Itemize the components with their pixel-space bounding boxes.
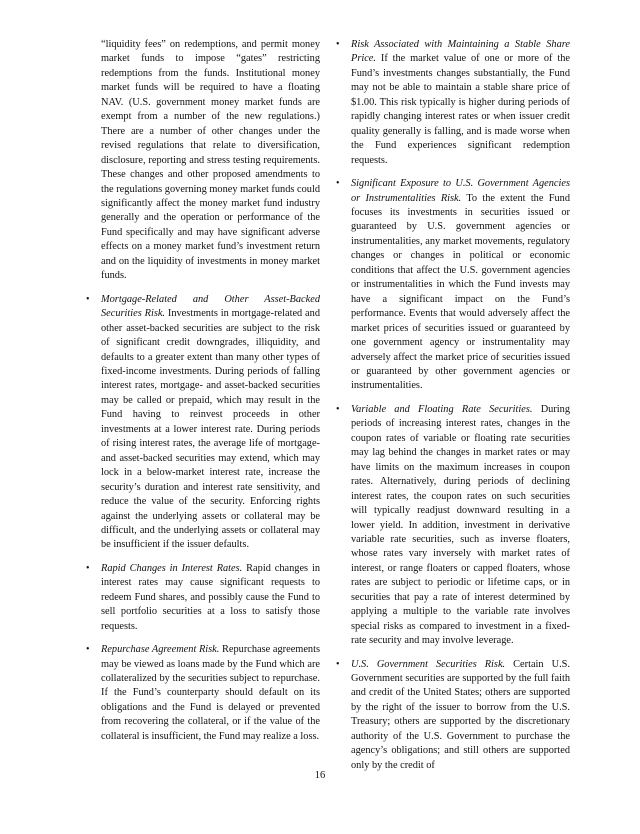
left-bullet-list xyxy=(84,293,320,745)
bullet-dot-icon: • xyxy=(86,293,90,305)
bullet-rapid-changes-interest-rates xyxy=(84,562,320,634)
bullet-mortgage-related-risk xyxy=(84,293,320,553)
left-column xyxy=(84,38,320,744)
bullet-dot-icon: • xyxy=(336,658,340,670)
bullet-text: If the market value of one or more of the Fund’s investments changes substantially, the Fund may not be able to maintain a stable share price of $1.00. This risk typically is higher during periods of rapidly changing interest rates or when issuer credit quality generally is falling, and is made worse when the Fund experiences significant redemption requests. xyxy=(351,53,570,166)
bullet-text: Certain U.S. Government securities are supported by the full faith and credit of the United States; others are supported by the right of the issuer to borrow from the U.S. Treasury; others are supported by the discretionary authority of the U.S. Government to purchase the agency’s obligations; and still others are supported only by the credit of xyxy=(351,658,570,771)
bullet-title: Rapid Changes in Interest Rates. xyxy=(101,562,243,574)
bullet-title: Significant Exposure to U.S. Government Agencies or Instrumentalities Risk. xyxy=(351,178,570,204)
continuation-paragraph: “liquidity fees” on redemptions, and permit money market funds to impose “gates” restricting redemptions from the funds. Institutional money market funds will be required to have a floating NAV. (U.S. government money market funds are exempt from a number of the new regulations.) There are a number of other changes under the revised regulations that relate to diversification, disclosure, reporting and stress testing requirements. These changes and other proposed amendments to the regulations governing money market funds could significantly affect the money market fund industry generally and the operation or performance of the Fund specifically and may have significant adverse effects on a money market fund’s investment return and on the liquidity of investments in money market funds. xyxy=(101,39,320,282)
bullet-dot-icon: • xyxy=(336,39,340,50)
bullet-text: To the extent the Fund focuses its investments in securities issued or guaranteed by U.S. government agencies or instrumentalities, any market movements, regulatory changes or changes in political or economic conditions that affect the U.S. government agencies or instrumentalities in which the Fund invests may have a significant impact on the Fund’s performance. Events that would adversely affect the market prices of securities issued or guaranteed by one government agency or instrumentality may adversely affect the market price of securities issued or guaranteed by other government agencies or instrumentalities. xyxy=(351,192,570,392)
bullet-title: Repurchase Agreement Risk. xyxy=(101,644,220,656)
bullet-dot-icon: • xyxy=(336,178,340,190)
bullet-us-government-securities-risk xyxy=(334,658,570,774)
bullet-title: Variable and Floating Rate Securities. xyxy=(351,403,533,415)
bullet-dot-icon: • xyxy=(86,644,90,656)
bullet-variable-floating-rate-securities xyxy=(334,403,570,649)
bullet-text: During periods of increasing interest rates, changes in the coupon rates of variable or floating rate securities may lag behind the changes in market rates or may have limits on the maximum increases in coupon rates. Alternatively, during periods of declining interest rates, the coupon rates on such securities will typically readjust downward resulting in a lower yield. In addition, investment in derivative variable rate securities, such as inverse floaters, whose rates vary inversely with market rates of interest, or range floaters or capped floaters, whose rates are subject to periodic or lifetime caps, or in securities that pay a rate of interest determined by applying a multiple to the variable rate involves special risks as compared to investment in a fixed-rate security and may involve leverage. xyxy=(351,403,570,647)
right-bullet-list xyxy=(334,38,570,773)
page-number: 16 xyxy=(314,770,326,781)
bullet-title: Mortgage-Related and Other Asset-Backed Securities Risk. xyxy=(101,293,320,320)
bullet-title: U.S. Government Securities Risk. xyxy=(351,658,506,670)
bullet-repurchase-agreement-risk xyxy=(84,643,320,744)
bullet-text: Rapid changes in interest rates may cause significant requests to redeem Fund shares, and possibly cause the Fund to sell portfolio securities at a loss to satisfy those requests. xyxy=(101,562,320,632)
bullet-title: Risk Associated with Maintaining a Stable Share Price. xyxy=(351,39,570,65)
right-column xyxy=(334,38,570,773)
bullet-government-agencies-exposure-risk xyxy=(334,177,570,394)
bullet-text: Investments in mortgage-related and other asset-backed securities are subject to the risk of significant credit downgrades, illiquidity, and defaults to a greater extent than many other types of fixed-income investments. During periods of falling interest rates, mortgage- and asset-backed securities may be called or prepaid, which may result in the Fund having to reinvest proceeds in other investments at a lower interest rate. During periods of rising interest rates, the average life of mortgage- and asset-backed securities may extend, which may lock in a below-market interest rate, increase the security’s duration and interest rate sensitivity, and reduce the value of the security. Enforcing rights against the underlying assets or collateral may be difficult, and the underlying assets or collateral may be insufficient if the issuer defaults. xyxy=(101,308,320,551)
bullet-text: Repurchase agreements may be viewed as loans made by the Fund which are collateralized by the securities subject to repurchase. If the Fund’s counterparty should default on its obligations and the Fund is delayed or prevented from recovering the collateral, or if the value of the collateral is insufficient, the Fund may realize a loss. xyxy=(101,644,320,742)
bullet-dot-icon: • xyxy=(336,403,340,415)
bullet-stable-share-price-risk xyxy=(334,38,570,168)
bullet-dot-icon: • xyxy=(86,562,90,574)
